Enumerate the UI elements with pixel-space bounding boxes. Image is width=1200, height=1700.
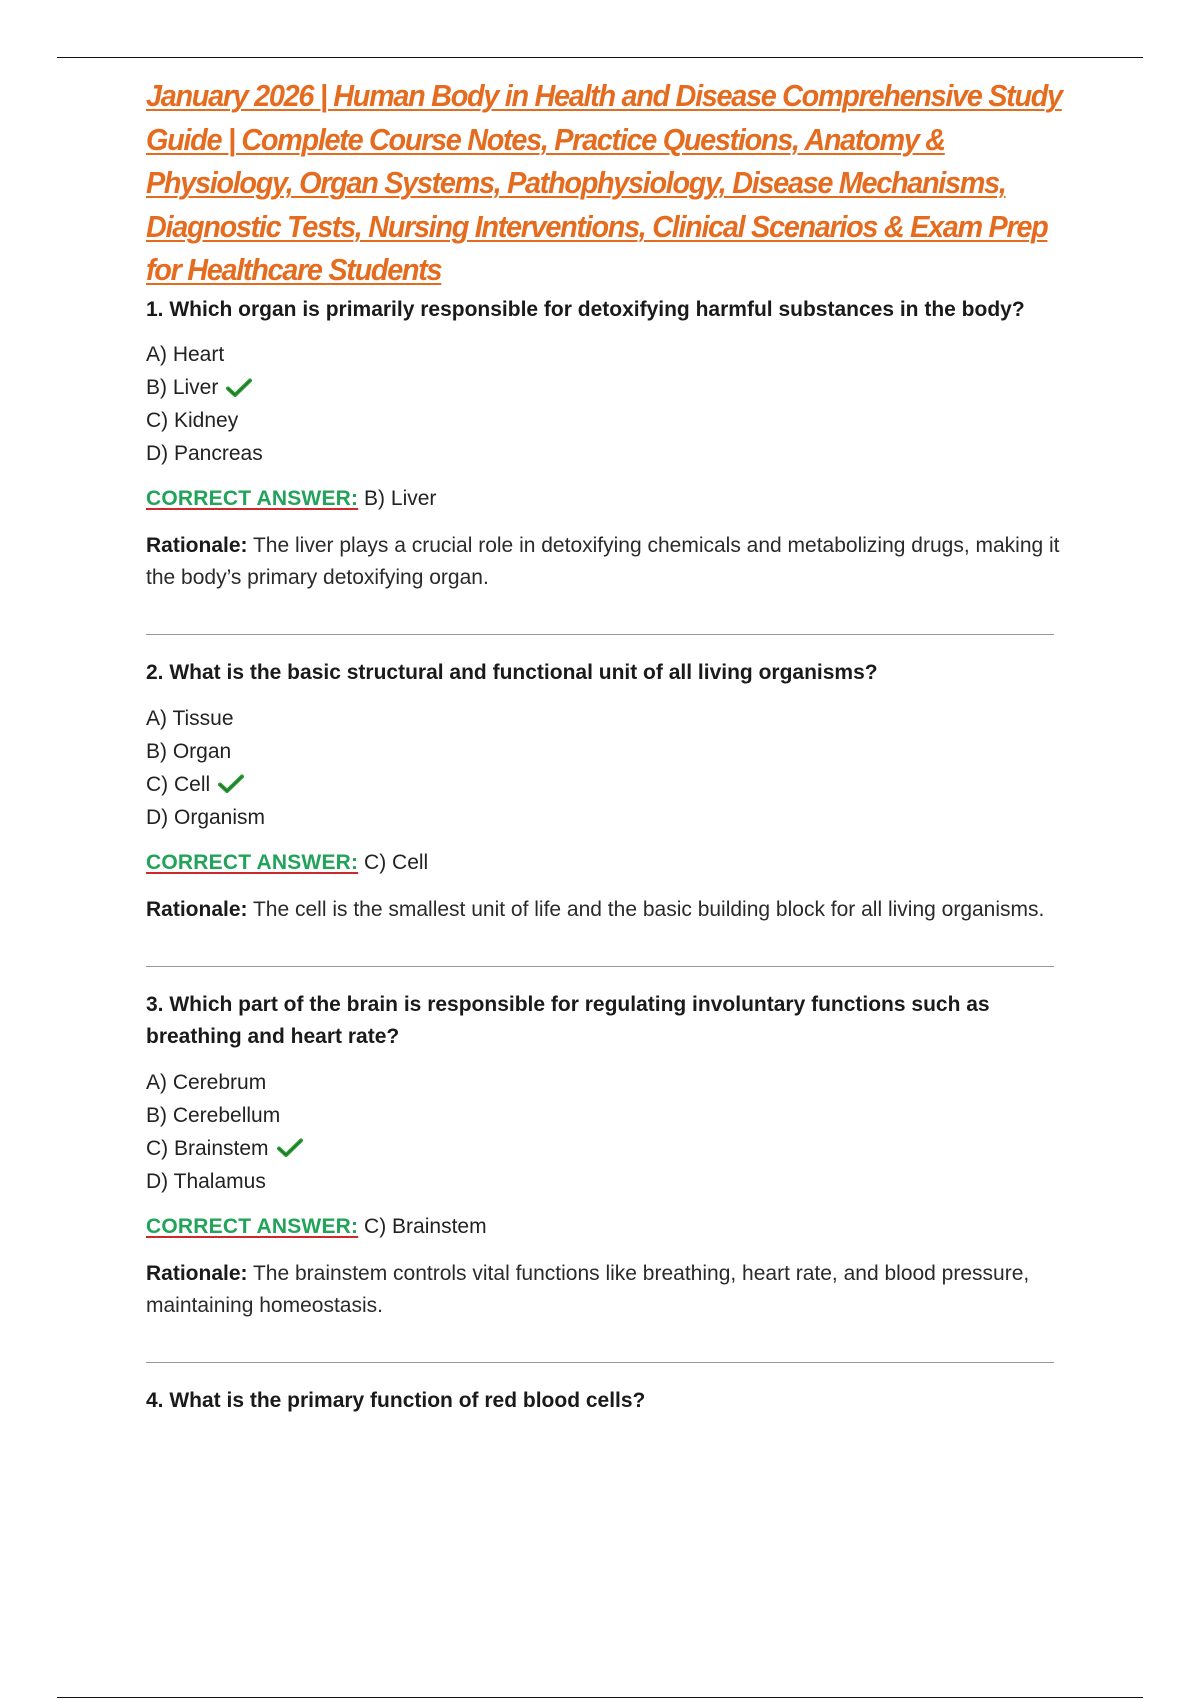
option-item <box>146 437 1066 470</box>
question-text: 1. Which organ is primarily responsible for detoxifying harmful substances in the body? <box>146 297 1025 321</box>
rationale-text: The liver plays a crucial role in detoxifying chemicals and metabolizing drugs, making it the body’s primary detoxifying organ. <box>146 534 1060 589</box>
rationale-text: The brainstem controls vital functions like breathing, heart rate, and blood pressure, maintaining homeostasis. <box>146 1261 1030 1317</box>
option-label: D) Thalamus <box>146 1169 266 1193</box>
section-divider <box>146 634 1054 635</box>
question-block <box>146 1385 1066 1418</box>
rationale <box>146 530 1066 594</box>
correct-answer-label: CORRECT ANSWER: <box>146 1214 359 1238</box>
option-list <box>146 338 1066 470</box>
question-block <box>146 657 1066 926</box>
section-divider <box>146 1362 1054 1363</box>
option-label: A) Tissue <box>146 706 234 730</box>
rationale-label: Rationale: <box>146 534 248 557</box>
option-label: C) Brainstem <box>146 1136 269 1160</box>
option-item <box>146 768 1066 801</box>
check-mark-icon <box>218 774 244 794</box>
option-list <box>146 702 1066 834</box>
section-divider <box>146 966 1054 967</box>
question-text: 3. Which part of the brain is responsible for regulating involuntary functions such as breathing and heart rate? <box>146 992 990 1048</box>
check-mark-icon <box>277 1138 303 1158</box>
option-label: C) Cell <box>146 772 211 796</box>
option-item <box>146 338 1066 371</box>
option-label: D) Organism <box>146 805 266 829</box>
correct-answer-line <box>146 484 1066 514</box>
option-label: B) Liver <box>146 376 219 399</box>
correct-answer-value: C) Cell <box>358 850 429 874</box>
option-item <box>146 702 1066 735</box>
question-text: 4. What is the primary function of red blood cells? <box>146 1388 646 1412</box>
correct-answer-value: C) Brainstem <box>358 1214 487 1238</box>
document-body <box>146 74 1066 1417</box>
page-top-rule <box>57 57 1143 58</box>
check-mark-icon <box>226 378 252 398</box>
correct-answer-value: B) Liver <box>358 487 437 510</box>
page-bottom-rule <box>57 1697 1143 1698</box>
option-label: C) Kidney <box>146 409 239 432</box>
option-label: B) Cerebellum <box>146 1103 281 1127</box>
correct-answer-line <box>146 848 1066 878</box>
option-item <box>146 801 1066 834</box>
rationale-label: Rationale: <box>146 1261 248 1285</box>
question-block <box>146 294 1066 595</box>
option-item <box>146 404 1066 437</box>
option-item <box>146 1099 1066 1132</box>
option-item <box>146 1165 1066 1198</box>
option-list <box>146 1066 1066 1198</box>
option-label: A) Heart <box>146 343 225 366</box>
question-text: 2. What is the basic structural and functional unit of all living organisms? <box>146 661 878 684</box>
correct-answer-label: CORRECT ANSWER: <box>146 850 359 874</box>
correct-answer-line <box>146 1212 1066 1242</box>
option-item <box>146 735 1066 768</box>
document-title: January 2026 | Human Body in Health and Disease Comprehensive Study Guide | Complete Course Notes, Practice Questions, Anatomy & Physiology, Organ Systems, Pathophysiology, Disease Mechanisms, Diagnostic Tests, Nursing Interventions, Clinical Scenarios & Exam Prep for Healthcare Students <box>146 78 1062 287</box>
option-label: B) Organ <box>146 739 232 763</box>
option-item <box>146 1132 1066 1165</box>
option-item <box>146 1066 1066 1099</box>
option-label: D) Pancreas <box>146 442 263 465</box>
rationale-text: The cell is the smallest unit of life and the basic building block for all living organisms. <box>247 897 1045 921</box>
correct-answer-label: CORRECT ANSWER: <box>146 487 359 510</box>
rationale <box>146 894 1066 926</box>
option-item <box>146 371 1066 404</box>
rationale-label: Rationale: <box>146 897 248 921</box>
option-label: A) Cerebrum <box>146 1070 267 1094</box>
rationale <box>146 1258 1066 1322</box>
question-block <box>146 989 1066 1322</box>
